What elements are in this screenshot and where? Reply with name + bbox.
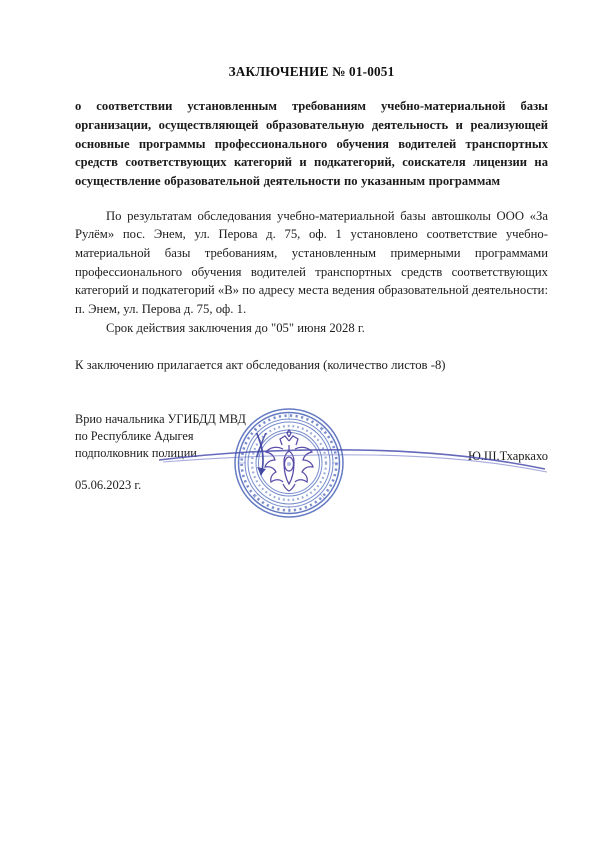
document-subtitle: о соответствии установленным требованиям учебно-материальной базы организации, осуществляющей образовательную деятельность и реализующей основные программы профессионального обучения водителей транспортных средств соответствующих категорий и подкатегорий, соискателя лицензии на осуществление образовательной деятельности по указанным программам [75, 99, 548, 188]
page-title: ЗАКЛЮЧЕНИЕ № 01-0051 [228, 64, 395, 79]
signature-block [75, 411, 548, 503]
attachment-line: К заключению прилагается акт обследования (количество листов -8) [75, 358, 446, 373]
signatory-position-line-3: подполковник полиции [75, 445, 197, 460]
signatory-name: Ю.Ш.Тхаркахо [467, 449, 548, 464]
signature-date: 05.06.2023 г. [75, 478, 142, 493]
validity-term-line: Срок действия заключения до "05" июня 2028 г. [106, 320, 365, 335]
body-paragraph: По результатам обследования учебно-материальной базы автошколы ООО «За Рулём» пос. Энем, ул. Перова д. 75, оф. 1 установлено соответствие учебно-материальной базы требованиям, установленным примерными программами профессионального обучения водителей транспортных средств соответствующих категорий и подкатегорий «В» по адресу места ведения образовательной деятельности: п. Энем, ул. Перова д. 75, оф. 1. [75, 208, 548, 317]
document-content [75, 0, 548, 503]
signatory-position-line-1: Врио начальника УГИБДД МВД [75, 412, 246, 427]
signatory-position-line-2: по Республике Адыгея [75, 428, 194, 443]
